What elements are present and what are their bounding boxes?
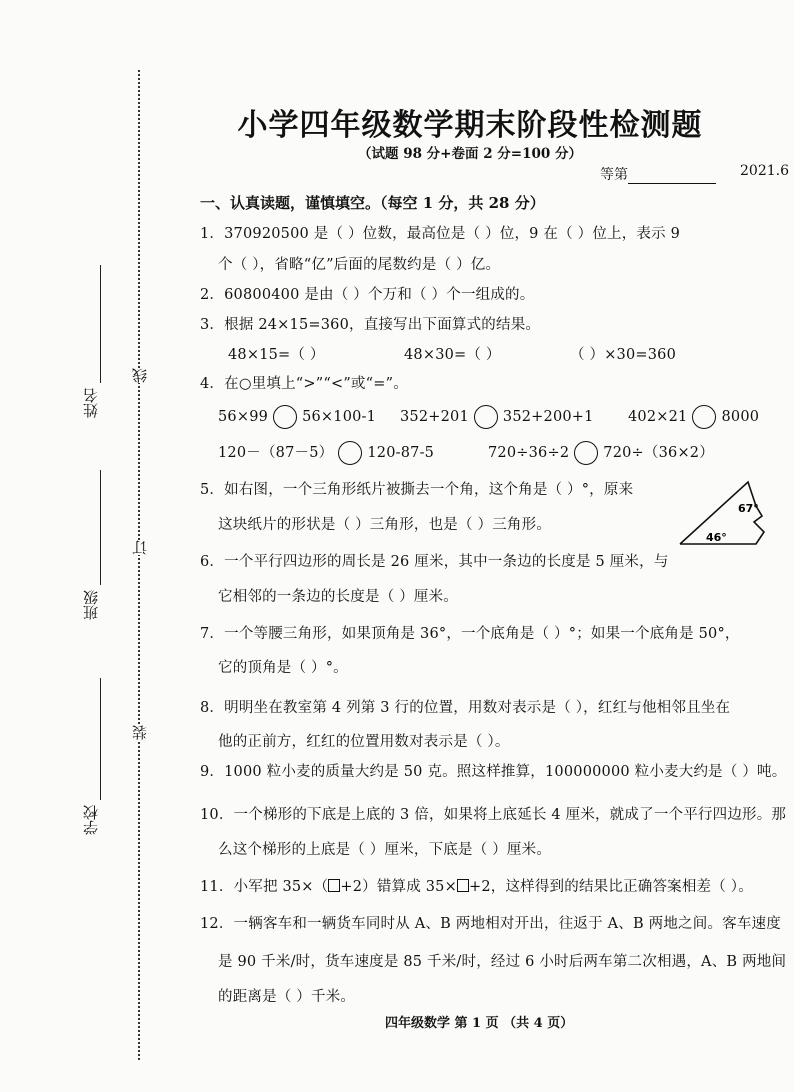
question-3-item-c: （ ）×30=360 (570, 347, 677, 363)
question-3: 3．根据 24×15=360，直接写出下面算式的结果。 (200, 317, 541, 333)
question-11-part1: 11．小军把 35×（ (200, 879, 329, 895)
question-5-line1: 5．如右图，一个三角形纸片被撕去一个角，这个角是（ ）°，原来 (200, 482, 634, 498)
question-11-part3: +2，这样得到的结果比正确答案相差（ ）。 (468, 879, 753, 895)
angle-label-67: 67° (738, 502, 759, 515)
question-1-line1: 1．370920500 是（ ）位数，最高位是（ ）位，9 在（ ）位上，表示 9 (200, 226, 681, 242)
blank-square (457, 879, 469, 892)
compare-item-4 (218, 441, 434, 465)
question-4: 4．在○里填上“>”“<”或“=”。 (200, 376, 408, 392)
name-blank-line (100, 265, 101, 383)
binding-label-ding: 订 (131, 540, 149, 555)
binding-label-xian: 线 (131, 368, 149, 383)
blank-circle (574, 441, 598, 465)
compare-left: 56×99 (218, 409, 269, 425)
blank-circle (338, 441, 362, 465)
question-5-line2: 这块纸片的形状是（ ）三角形，也是（ ）三角形。 (218, 517, 552, 533)
question-7-line1: 7．一个等腰三角形，如果顶角是 36°，一个底角是（ ）°；如果一个底角是 50°， (200, 626, 740, 642)
grade-blank (628, 169, 716, 184)
name-label: 姓名 (82, 388, 100, 418)
binding-label-zhuang: 装 (131, 725, 149, 740)
blank-circle (474, 405, 498, 429)
page-footer: 四年级数学 第 1 页 （共 4 页） (385, 1016, 574, 1031)
compare-right: 120-87-5 (367, 445, 435, 461)
class-label: 班级 (82, 590, 100, 620)
question-2: 2．60800400 是由（ ）个万和（ ）个一组成的。 (200, 287, 535, 303)
blank-square (328, 879, 340, 892)
torn-triangle-figure (676, 478, 776, 550)
question-6-line2: 它相邻的一条边的长度是（ ）厘米。 (218, 589, 459, 605)
binding-dotted-line (138, 70, 140, 1060)
blank-circle (692, 405, 716, 429)
question-12-line2: 是 90 千米/时，货车速度是 85 千米/时，经过 6 小时后两车第二次相遇，A、B 两地间 (218, 954, 787, 970)
compare-item-2 (400, 405, 594, 429)
question-8-line2: 他的正前方，红红的位置用数对表示是（ ）。 (218, 734, 510, 750)
page-title: 小学四年级数学期末阶段性检测题 (237, 108, 703, 143)
question-3-item-a: 48×15=（ ） (228, 347, 325, 363)
compare-right: 352+200+1 (502, 409, 594, 425)
grade-field (600, 164, 716, 184)
question-8-line1: 8．明明坐在教室第 4 列第 3 行的位置，用数对表示是（ ），红红与他相邻且坐在 (200, 700, 731, 716)
question-11-part2: +2）错算成 35× (340, 879, 457, 895)
compare-right: 56×100-1 (302, 409, 377, 425)
compare-left: 720÷36÷2 (488, 445, 570, 461)
question-1-line2: 个（ ），省略“亿”后面的尾数约是（ ）亿。 (218, 257, 501, 273)
compare-item-1 (218, 405, 376, 429)
section-heading: 一、认真读题，谨慎填空。（每空 1 分，共 28 分） (200, 194, 545, 212)
question-3-item-b: 48×30=（ ） (404, 347, 501, 363)
question-12-line1: 12．一辆客车和一辆货车同时从 A、B 两地相对开出，往返于 A、B 两地之间。客车速度 (200, 916, 781, 932)
score-subtitle: （试题 98 分+卷面 2 分=100 分） (358, 146, 582, 162)
compare-left: 402×21 (628, 409, 688, 425)
question-12-line3: 的距离是（ ）千米。 (218, 989, 356, 1005)
question-11 (200, 875, 753, 896)
compare-right: 720÷（36×2） (603, 445, 714, 461)
compare-right: 8000 (721, 409, 760, 425)
compare-item-3 (628, 405, 759, 429)
question-7-line2: 它的顶角是（ ）°。 (218, 660, 348, 676)
question-9: 9．1000 粒小麦的质量大约是 50 克。照这样推算，100000000 粒小麦大约是（ ）吨。 (200, 764, 787, 780)
school-label: 学校 (82, 805, 100, 835)
compare-left: 120－（87－5） (218, 445, 334, 461)
grade-label: 等第 (600, 167, 628, 183)
angle-label-46: 46° (706, 531, 727, 544)
question-10-line1: 10．一个梯形的下底是上底的 3 倍，如果将上底延长 4 厘米，就成了一个平行四边形。那 (200, 807, 787, 823)
question-10-line2: 么这个梯形的上底是（ ）厘米，下底是（ ）厘米。 (218, 842, 552, 858)
blank-circle (273, 405, 297, 429)
school-blank-line (100, 678, 101, 800)
compare-item-5 (488, 441, 714, 465)
exam-date: 2021.6 (740, 163, 789, 179)
question-6-line1: 6．一个平行四边形的周长是 26 厘米，其中一条边的长度是 5 厘米，与 (200, 554, 669, 570)
compare-left: 352+201 (400, 409, 469, 425)
class-blank-line (100, 470, 101, 585)
